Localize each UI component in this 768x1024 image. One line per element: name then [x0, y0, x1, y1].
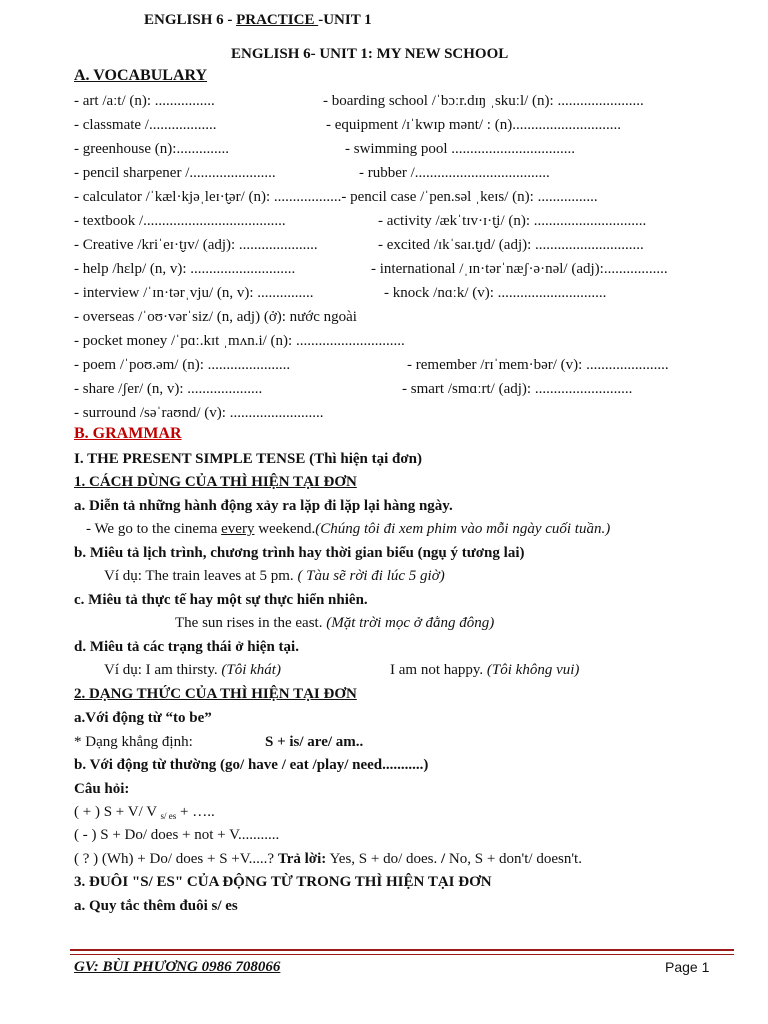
vocab-item: - remember /rɪˈmem·bər/ (v): ......................	[407, 357, 669, 373]
usage-a-example-text: - We go to the cinema	[86, 521, 222, 537]
usage-b-example	[104, 567, 445, 585]
usage-heading: 1. CÁCH DÙNG CỦA THÌ HIỆN TẠI ĐƠN	[74, 474, 357, 490]
vocab-item: - knock /nɑːk/ (v): .............................	[384, 285, 607, 301]
form-b-title: b. Với động từ thường (go/ have / eat /play/ need...........)	[74, 757, 429, 773]
usage-d-example-2	[390, 661, 579, 679]
usage-b-title: b. Miêu tả lịch trình, chương trình hay thời gian biểu (ngụ ý tương lai)	[74, 545, 525, 561]
usage-d-example-2-translation: (Tôi không vui)	[486, 662, 580, 678]
vocab-item: - overseas /ˈoʊ·vərˈsiz/ (n, adj) (ở): nước ngoài	[74, 309, 357, 325]
header-practice: PRACTICE	[236, 12, 319, 28]
form-heading: 2. DẠNG THỨC CỦA THÌ HIỆN TẠI ĐƠN	[74, 686, 357, 702]
tense-title: I. THE PRESENT SIMPLE TENSE (Thì hiện tại đơn)	[74, 451, 423, 467]
header-course: ENGLISH 6 -	[144, 12, 237, 28]
answer-yes: Yes, S + do/ does.	[326, 851, 441, 867]
positive-formula	[74, 803, 215, 825]
vocab-item: - poem /ˈpoʊ.əm/ (n): ......................	[74, 357, 291, 373]
usage-c-example-text: The sun rises in the east.	[175, 615, 327, 631]
footer-page-number: Page 1	[665, 959, 710, 975]
usage-d-example-2-text: I am not happy.	[390, 662, 487, 678]
vocab-item: - rubber /....................................	[359, 165, 550, 181]
usage-d-example-1-text: Ví dụ: I am thirsty.	[104, 662, 222, 678]
vocab-item: - equipment /ɪˈkwɪp mənt/ : (n).............................	[326, 117, 621, 133]
form-a-affirmative-label: * Dạng khẳng định:	[74, 734, 193, 750]
question-formula-text: ( ? ) (Wh) + Do/ does + S +V.....?	[74, 851, 278, 867]
positive-formula-end: + …..	[176, 804, 215, 820]
vocab-item: - greenhouse (n):..............	[74, 141, 229, 157]
form-a-affirmative-formula: S + is/ are/ am..	[265, 734, 364, 750]
vocab-item: - international /ˌɪn·tərˈnæʃ·ə·nəl/ (adj):.................	[371, 261, 668, 277]
grammar-heading: B. GRAMMAR	[74, 425, 182, 442]
usage-c-example-translation: (Mặt trời mọc ở đằng đông)	[326, 615, 495, 631]
vocab-item: - pocket money /ˈpɑː.kɪt ˌmʌn.i/ (n): .............................	[74, 333, 405, 349]
usage-a-example-text-end: weekend.	[254, 521, 316, 537]
vocab-item: - interview /ˈɪn·tərˌvju/ (n, v): ...............	[74, 285, 314, 301]
usage-c-example	[175, 614, 494, 632]
answer-separator: /	[441, 851, 446, 867]
ending-rule-title: a. Quy tắc thêm đuôi s/ es	[74, 898, 238, 914]
vocab-item: - excited /ɪkˈsaɪ.t̬ɪd/ (adj): .............................	[378, 237, 644, 253]
footer-teacher: GV: BÙI PHƯƠNG 0986 708066	[74, 959, 281, 975]
usage-d-title: d. Miêu tả các trạng thái ở hiện tại.	[74, 639, 299, 655]
usage-a-title: a. Diễn tả những hành động xảy ra lặp đi lặp lại hàng ngày.	[74, 498, 453, 514]
usage-a-example-underlined: every	[221, 521, 255, 537]
vocab-item: - classmate /..................	[74, 117, 217, 133]
vocab-item: - activity /ækˈtɪv·ɪ·t̬i/ (n): ..............................	[378, 213, 647, 229]
vocab-item: - pencil sharpener /.......................	[74, 165, 276, 181]
usage-d-example-1	[104, 661, 281, 679]
footer-rule-bottom	[70, 954, 734, 955]
answer-label: Trả lời:	[277, 851, 327, 867]
usage-a-example	[86, 520, 610, 538]
form-a-title: a.Với động từ “to be”	[74, 710, 212, 726]
header-unit: -UNIT 1	[318, 12, 372, 28]
answer-no: No, S + don't/ doesn't.	[445, 851, 582, 867]
usage-c-title: c. Miêu tả thực tế hay một sự thực hiển nhiên.	[74, 592, 368, 608]
vocab-item: - smart /smɑːrt/ (adj): ..........................	[402, 381, 633, 397]
usage-b-example-text: Ví dụ: The train leaves at 5 pm.	[104, 568, 298, 584]
vocab-item: - Creative /kriˈeɪ·t̬ɪv/ (adj): .....................	[74, 237, 318, 253]
positive-formula-subscript: s/ es	[160, 811, 177, 821]
question-label: Câu hỏi:	[74, 781, 130, 797]
vocab-item: - swimming pool .................................	[345, 141, 576, 157]
page-header	[144, 11, 372, 29]
vocab-item: - boarding school /ˈbɔːr.dɪŋ ˌskuːl/ (n): .......................	[323, 93, 644, 109]
vocab-item: - help /hɛlp/ (n, v): ............................	[74, 261, 296, 277]
vocab-item: - textbook /......................................	[74, 213, 286, 229]
question-formula	[74, 850, 582, 868]
vocab-item: - surround /səˈraʊnd/ (v): .........................	[74, 405, 324, 421]
usage-b-example-translation: ( Tàu sẽ rời đi lúc 5 giờ)	[297, 568, 445, 584]
ending-heading: 3. ĐUÔI "S/ ES" CỦA ĐỘNG TỪ TRONG THÌ HIỆN TẠI ĐƠN	[74, 874, 492, 890]
unit-title: ENGLISH 6- UNIT 1: MY NEW SCHOOL	[231, 46, 509, 62]
usage-d-example-1-translation: (Tôi khát)	[221, 662, 281, 678]
vocab-item: - calculator /ˈkæl·kjəˌleɪ·t̬ər/ (n): ..................- pencil case /ˈpen.səl ˌkeɪs/ (n): ................	[74, 189, 598, 205]
vocab-item: - share /ʃer/ (n, v): ....................	[74, 381, 263, 397]
negative-formula: ( - ) S + Do/ does + not + V...........	[74, 827, 280, 843]
positive-formula-text: ( + ) S + V/ V	[74, 804, 161, 820]
vocab-item: - art /aːt/ (n): ................	[74, 93, 215, 109]
footer-rule-top	[70, 949, 734, 951]
usage-a-example-translation: (Chúng tôi đi xem phim vào mỗi ngày cuối tuần.)	[315, 521, 611, 537]
vocabulary-heading: A. VOCABULARY	[74, 67, 208, 84]
